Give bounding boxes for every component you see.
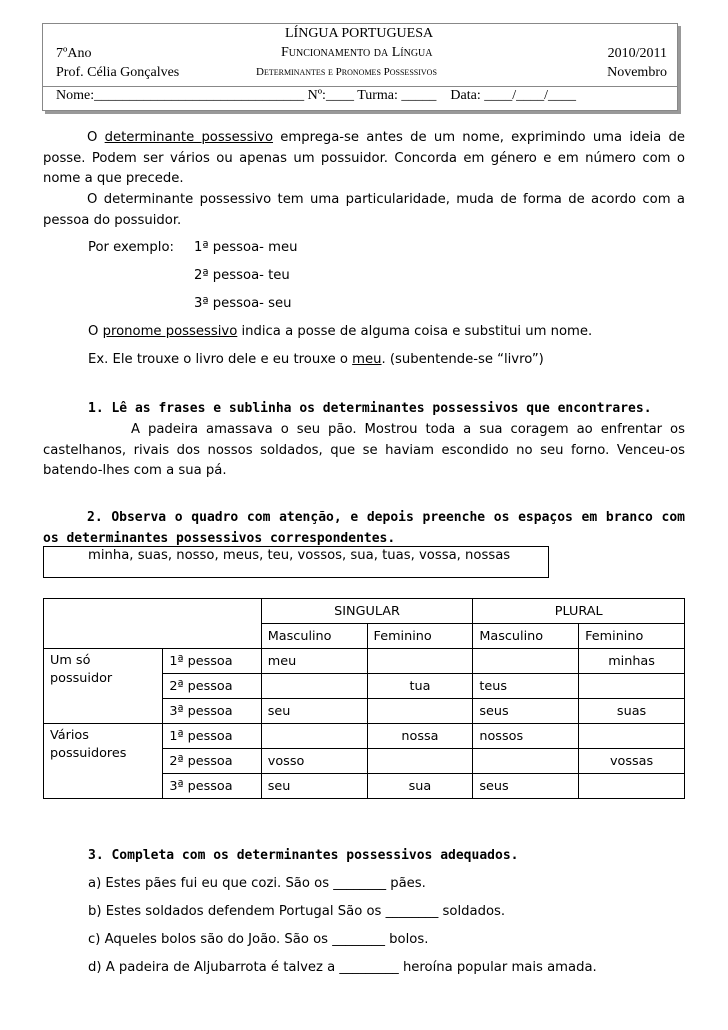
school-year: 2010/2011 xyxy=(607,46,667,61)
header-singular: SINGULAR xyxy=(261,599,473,624)
table-cell xyxy=(261,674,367,699)
header-divider xyxy=(43,86,677,87)
table-subheader-row xyxy=(44,624,685,649)
pronoun-rest: indica a posse de alguma coisa e substitui um nome. xyxy=(237,324,593,339)
pronoun-definition xyxy=(88,324,592,339)
table-cell: seu xyxy=(261,774,367,799)
question-1-title: 1. Lê as frases e sublinha os determinantes possessivos que encontrares. xyxy=(88,401,652,416)
month-label: Novembro xyxy=(607,65,667,80)
question-2-title: 2. Observa o quadro com atenção, e depois preenche os espaços em branco com os determinantes possessivos correspondentes. xyxy=(43,510,685,546)
table-cell: meu xyxy=(261,649,367,674)
table-cell xyxy=(367,749,473,774)
teacher-name: Prof. Célia Gonçalves xyxy=(56,65,180,80)
table-cell xyxy=(579,674,685,699)
header-masc-plural: Masculino xyxy=(473,624,579,649)
table-cell: nossa xyxy=(367,724,473,749)
person-label: 3ª pessoa xyxy=(163,774,261,799)
group-many-owners: Vários possuidores xyxy=(44,724,163,799)
table-cell: tua xyxy=(367,674,473,699)
question-3-title: 3. Completa com os determinantes possessivos adequados. xyxy=(88,848,519,863)
subject-title: LÍNGUA PORTUGUESA xyxy=(285,26,434,41)
example-1: 1ª pessoa- meu xyxy=(194,240,298,255)
header-plural: PLURAL xyxy=(473,599,685,624)
table-row xyxy=(44,649,685,674)
worksheet-header xyxy=(42,23,678,111)
table-header-row xyxy=(44,599,685,624)
table-cell: suas xyxy=(579,699,685,724)
table-cell: minhas xyxy=(579,649,685,674)
table-cell: nossos xyxy=(473,724,579,749)
intro-paragraph-1 xyxy=(43,128,685,190)
table-cell xyxy=(579,774,685,799)
table-cell: seus xyxy=(473,699,579,724)
table-corner xyxy=(44,599,262,624)
person-label: 2ª pessoa xyxy=(163,749,261,774)
question-3-item-b: b) Estes soldados defendem Portugal São os ________ soldados. xyxy=(88,904,506,919)
pronoun-example-end: . (subentende-se “livro”) xyxy=(381,352,544,367)
example-3: 3ª pessoa- seu xyxy=(194,296,292,311)
table-cell: teus xyxy=(473,674,579,699)
table-cell xyxy=(261,724,367,749)
question-3-item-c: c) Aqueles bolos são do João. São os ________ bolos. xyxy=(88,932,429,947)
example-label: Por exemplo: xyxy=(88,240,174,255)
term-pronome-possessivo: pronome possessivo xyxy=(102,324,238,339)
word-bank: minha, suas, nosso, meus, teu, vossos, sua, tuas, vossa, nossas xyxy=(88,548,511,563)
table-cell: vossas xyxy=(579,749,685,774)
table-cell: seu xyxy=(261,699,367,724)
grade-label: 7ºAno xyxy=(56,46,92,61)
term-determinante-possessivo: determinante possessivo xyxy=(104,130,274,145)
intro-paragraph-2: O determinante possessivo tem uma particularidade, muda de forma de acordo com a pessoa do possuidor. xyxy=(43,192,685,228)
student-info-line: Nome:______________________________ Nº:____ Turma: _____ Data: ____/____/____ xyxy=(56,88,577,103)
question-3-item-d: d) A padeira de Aljubarrota é talvez a _________ heroína popular mais amada. xyxy=(88,960,597,975)
person-label: 2ª pessoa xyxy=(163,674,261,699)
table-cell: seus xyxy=(473,774,579,799)
table-cell xyxy=(473,749,579,774)
subtopic-title: Determinantes e Pronomes Possessivos xyxy=(256,66,437,78)
question-1-text: A padeira amassava o seu pão. Mostrou toda a sua coragem ao enfrentar os castelhanos, rivais dos nossos soldados, que se haviam escondido no seu forno. Venceu-os batendo-lhes com a sua pá. xyxy=(43,422,685,478)
header-fem-plural: Feminino xyxy=(579,624,685,649)
question-3-item-a: a) Estes pães fui eu que cozi. São os ________ pães. xyxy=(88,876,426,891)
pronoun-example-start: Ex. Ele trouxe o livro dele e eu trouxe o xyxy=(88,352,353,367)
table-row xyxy=(44,724,685,749)
intro-prefix: O xyxy=(87,130,105,145)
header-masc-singular: Masculino xyxy=(261,624,367,649)
pronoun-prefix: O xyxy=(88,324,103,339)
pronoun-example xyxy=(88,352,544,367)
possessives-table xyxy=(43,598,685,799)
table-cell: sua xyxy=(367,774,473,799)
table-cell xyxy=(579,724,685,749)
table-corner-lower xyxy=(44,624,262,649)
header-fem-singular: Feminino xyxy=(367,624,473,649)
example-2: 2ª pessoa- teu xyxy=(194,268,290,283)
table-cell xyxy=(367,699,473,724)
group-one-owner: Um só possuidor xyxy=(44,649,163,724)
table-cell xyxy=(473,649,579,674)
intro-rest: emprega-se antes de um nome, exprimindo uma ideia de posse. Podem ser vários ou apenas um possuidor. Concorda em género e em número com o nome a que precede. xyxy=(43,130,685,186)
person-label: 1ª pessoa xyxy=(163,649,261,674)
table-cell xyxy=(367,649,473,674)
pronoun-example-word: meu xyxy=(352,352,382,367)
person-label: 1ª pessoa xyxy=(163,724,261,749)
topic-title: Funcionamento da Língua xyxy=(281,45,433,60)
table-cell: vosso xyxy=(261,749,367,774)
person-label: 3ª pessoa xyxy=(163,699,261,724)
